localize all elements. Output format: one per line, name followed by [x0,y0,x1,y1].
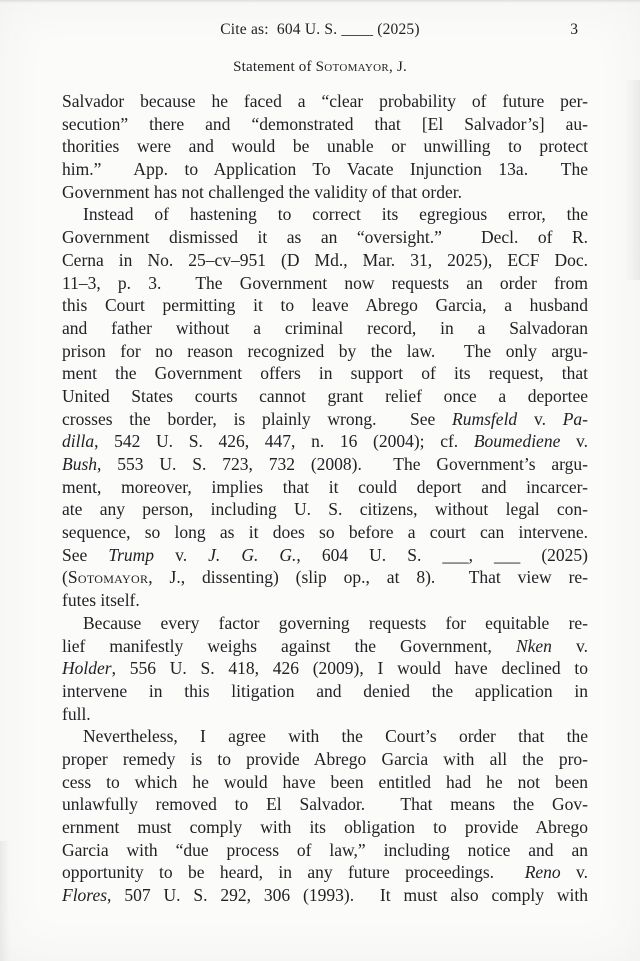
text-line: (Sotomayor, J., dissenting) (slip op., at 8). That view re- [62,567,588,588]
text-line: Instead of hastening to correct its egregious error, the [83,204,588,225]
text-line: dilla, 542 U. S. 426, 447, n. 16 (2004); cf. Boumediene v. [62,431,588,452]
text-line: him.” App. to Application To Vacate Injunction 13a. The [62,159,588,180]
text-line: opportunity to be heard, in any future proceedings. Reno v. [62,862,588,883]
text-line: this Court permitting it to leave Abrego Garcia, a husband [62,295,588,316]
running-header-cite: Cite as: 604 U. S. ____ (2025) [220,21,420,38]
text-line: ate any person, including U. S. citizens, without legal con- [62,499,588,520]
opinion-caption: Statement of Sotomayor, J. [233,59,407,75]
page-number: 3 [570,21,578,38]
document-body [62,90,588,907]
text-line: Salvador because he faced a “clear probability of future per- [62,91,588,111]
text-line: crosses the border, is plainly wrong. See Rumsfeld v. Pa- [62,408,588,429]
text-line: thorities were and would be unable or unwilling to protect [62,136,588,157]
text-line: intervene in this litigation and denied the application in [62,680,588,701]
text-line: cess to which he would have been entitled had he not been [62,771,588,792]
text-line: 11–3, p. 3. The Government now requests an order from [62,272,588,293]
text-line: proper remedy is to provide Abrego Garcia with all the pro- [62,748,588,769]
text-line: and father without a criminal record, in a Salvadoran [62,317,588,338]
text-line: Flores, 507 U. S. 292, 306 (1993). It must also comply with [62,885,588,906]
text-line: lief manifestly weighs against the Government, Nken v. [62,635,588,656]
text-line: Because every factor governing requests for equitable re- [83,612,588,633]
text-line: Cerna in No. 25–cv–951 (D Md., Mar. 31, 2025), ECF Doc. [62,249,588,270]
scan-shadow-artifact [624,80,640,280]
text-line: sequence, so long as it does so before a court can intervene. [62,522,588,543]
text-line: ernment must comply with its obligation to provide Abrego [62,817,588,837]
text-line: Nevertheless, I agree with the Court’s order that the [83,726,588,747]
text-line: Holder, 556 U. S. 418, 426 (2009), I would have declined to [62,658,588,679]
text-line: Government dismissed it as an “oversight.” Decl. of R. [62,227,588,248]
text-line: Government has not challenged the validity of that order. [62,181,462,202]
text-line: secution” there and “demonstrated that [El Salvador’s] au- [62,113,588,134]
text-line: futes itself. [62,590,140,611]
scan-edge-artifact [0,0,640,3]
text-line: full. [62,703,91,724]
text-line: prison for no reason recognized by the law. The only argu- [62,340,588,361]
text-line: Garcia with “due process of law,” including notice and an [62,839,588,860]
text-line: ment, moreover, implies that it could deport and incarcer- [62,476,588,497]
text-line: Bush, 553 U. S. 723, 732 (2008). The Government’s argu- [62,454,588,474]
text-line: unlawfully removed to El Salvador. That means the Gov- [62,794,588,815]
text-line: See Trump v. J. G. G., 604 U. S. ___, ___ (2025) [62,544,588,565]
text-line: United States courts cannot grant relief once a deportee [62,385,588,406]
scan-shadow-artifact [0,841,10,961]
text-line: ment the Government offers in support of its request, that [62,363,588,384]
